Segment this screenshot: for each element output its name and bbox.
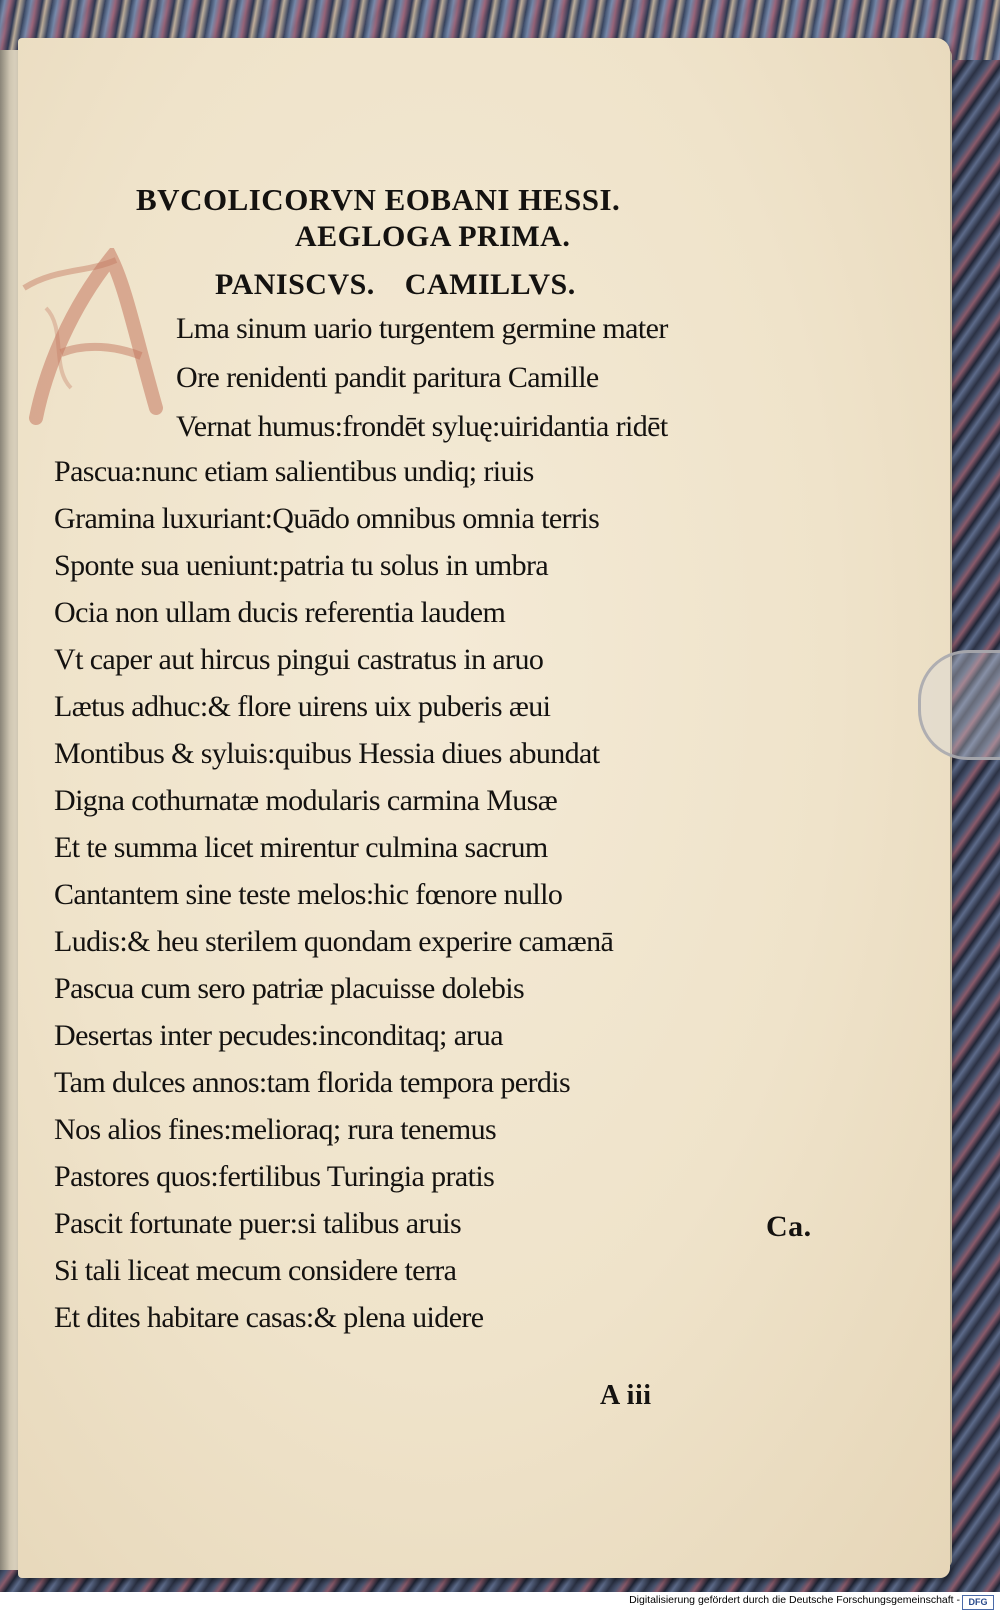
verse-line: Pascua:nunc etiam salientibus undiq; riuis [54,455,534,488]
verse-line: Cantantem sine teste melos:hic fœnore nullo [54,878,563,911]
speaker-mark: Ca. [766,1210,812,1243]
signature-mark: A iii [600,1380,652,1411]
verse-line: Ocia non ullam ducis referentia laudem [54,596,506,629]
verse-line: Lma sinum uario turgentem germine mater [176,312,668,345]
verse-line: Et te summa licet mirentur culmina sacrum [54,831,548,864]
verse-line: Vernat humus:frondēt syluę:uiridantia ridēt [176,410,668,443]
verse-line: Vt caper aut hircus pingui castratus in aruo [54,643,544,676]
speaker-names: PANISCVS. CAMILLVS. [215,268,576,301]
verse-line: Digna cothurnatæ modularis carmina Musæ [54,784,558,817]
verse-line: Si tali liceat mecum considere terra [54,1254,457,1287]
decorated-initial-letter [16,248,166,428]
verse-line: Montibus & syluis:quibus Hessia diues abundat [54,737,600,770]
verse-line: Desertas inter pecudes:inconditaq; arua [54,1019,503,1052]
dfg-logo: DFG [962,1595,994,1610]
verse-line: Tam dulces annos:tam florida tempora perdis [54,1066,571,1099]
verse-line: Ludis:& heu sterilem quondam experire camænā [54,925,614,958]
funding-credit: Digitalisierung gefördert durch die Deutsche Forschungsgemeinschaft - [629,1594,960,1606]
verse-line: Pascua cum sero patriæ placuisse dolebis [54,972,525,1005]
digitization-footer [0,1592,1000,1611]
verse-line: Et dites habitare casas:& plena uidere [54,1301,484,1334]
verse-line: Sponte sua ueniunt:patria tu solus in umbra [54,549,549,582]
verse-line: Gramina luxuriant:Quādo omnibus omnia terris [54,502,600,535]
verse-line: Pascit fortunate puer:si talibus aruis [54,1207,462,1240]
verse-line: Lætus adhuc:& flore uirens uix puberis æui [54,690,551,723]
verse-line: Nos alios fines:melioraq; rura tenemus [54,1113,497,1146]
verse-line: Pastores quos:fertilibus Turingia pratis [54,1160,495,1193]
page-clip [918,650,1000,760]
book-title: BVCOLICORVN EOBANI HESSI. [136,182,621,217]
eclogue-title: AEGLOGA PRIMA. [295,220,571,253]
verse-line: Ore renidenti pandit paritura Camille [176,361,599,394]
